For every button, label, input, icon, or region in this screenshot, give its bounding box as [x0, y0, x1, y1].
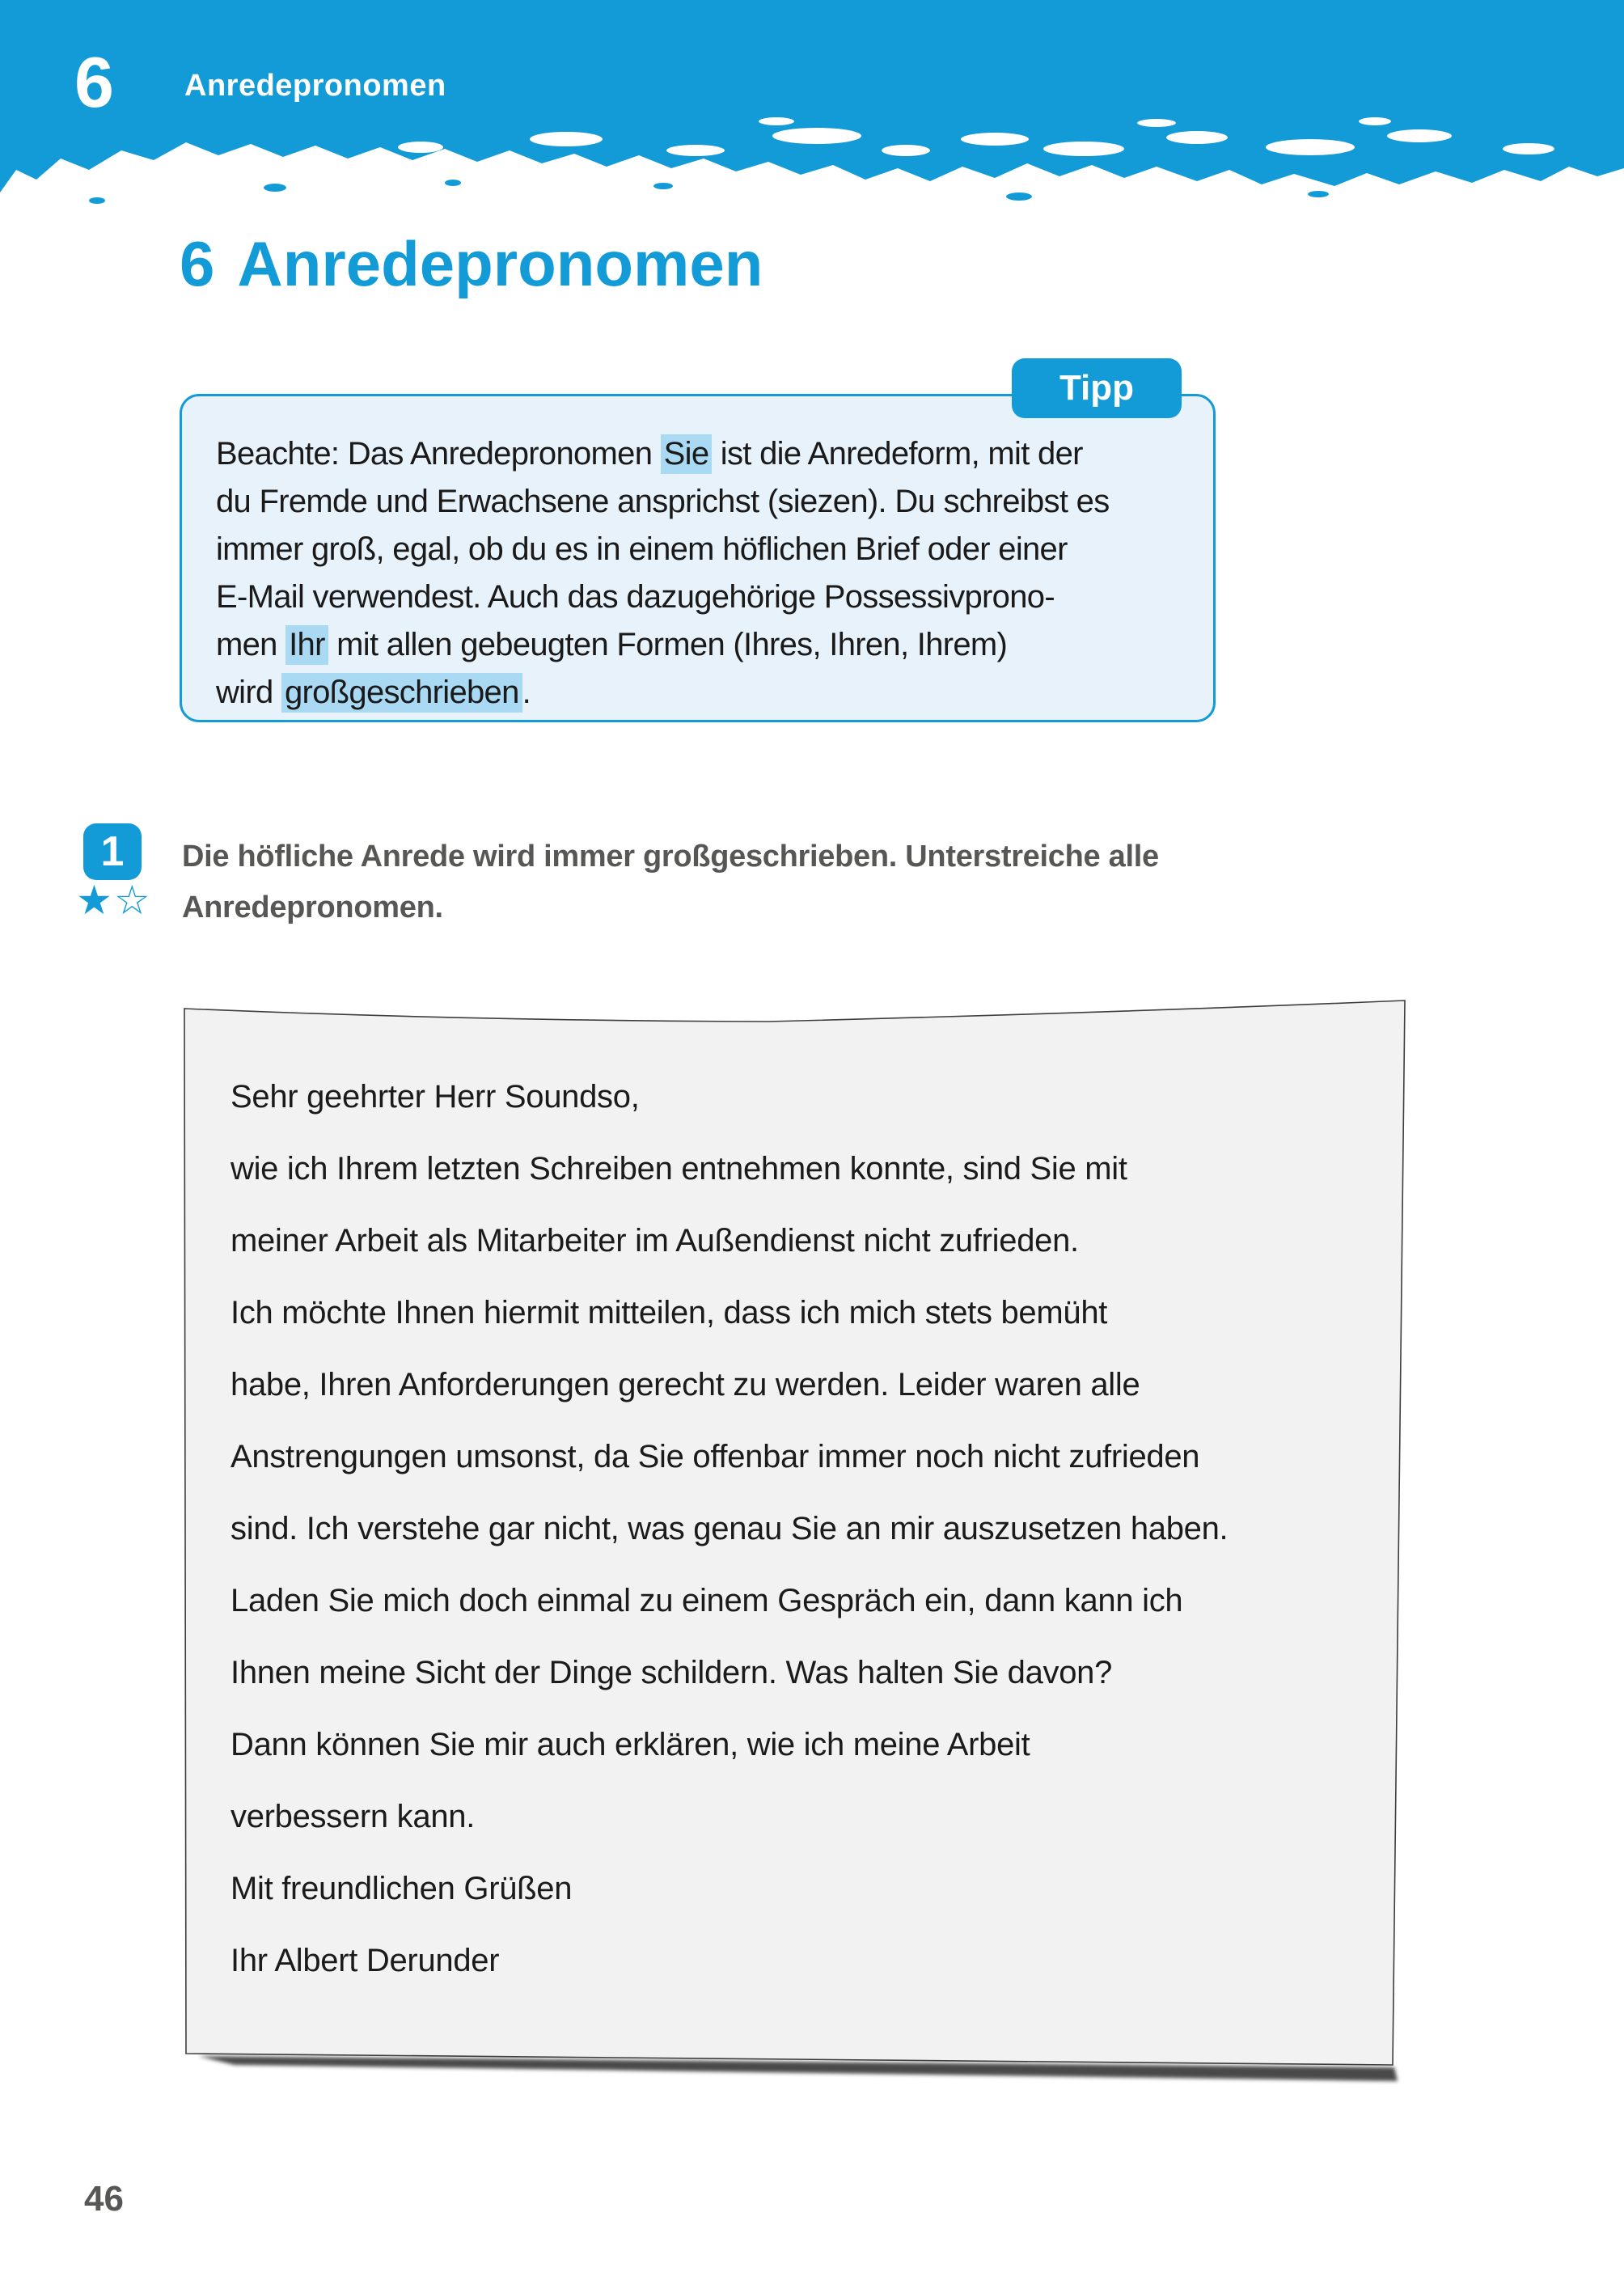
text-segment: ist die Anredeform, mit der	[712, 436, 1083, 472]
highlighted-word: großgeschrieben	[281, 673, 522, 713]
text-line: Ich möchte Ihnen hiermit mitteilen, dass ich mich stets bemüht	[230, 1295, 1108, 1331]
star-filled-icon: ★	[76, 878, 112, 923]
text-line: Laden Sie mich doch einmal zu einem Gespräch ein, dann kann ich	[230, 1583, 1183, 1618]
star-outline-icon: ☆	[113, 878, 150, 923]
exercise-number-badge: 1	[83, 823, 142, 880]
letter-text	[230, 1061, 1387, 1997]
chapter-header-band	[0, 0, 1624, 210]
text-segment: E-Mail verwendest. Auch das dazugehörige Possessivprono-	[216, 579, 1055, 615]
highlighted-word: Sie	[661, 434, 713, 474]
text-line: Ihr Albert Derunder	[230, 1943, 500, 1978]
text-line	[216, 621, 1197, 669]
text-line: habe, Ihren Anforderungen gerecht zu werden. Leider waren alle	[230, 1367, 1140, 1402]
text-line: sind. Ich verstehe gar nicht, was genau Sie an mir auszusetzen haben.	[230, 1511, 1229, 1546]
brush-band-graphic	[0, 0, 1624, 210]
text-segment: wird	[216, 675, 281, 710]
text-segment: mit allen gebeugten Formen (Ihres, Ihren, Ihrem)	[328, 627, 1008, 662]
tip-box	[180, 368, 1216, 722]
text-line: Mit freundlichen Grüßen	[230, 1871, 573, 1906]
text-segment: immer groß, egal, ob du es in einem höflichen Brief oder einer	[216, 531, 1068, 567]
text-line: wie ich Ihrem letzten Schreiben entnehmen konnte, sind Sie mit	[230, 1151, 1127, 1187]
text-line	[216, 669, 1197, 717]
tip-tab-label: Tipp	[1012, 358, 1182, 418]
page-number: 46	[84, 2179, 124, 2219]
text-line	[216, 478, 1197, 526]
text-segment: du Fremde und Erwachsene ansprichst (siezen). Du schreibst es	[216, 484, 1110, 519]
exercise-instruction	[182, 831, 1314, 933]
chapter-title: Anredepronomen	[184, 69, 446, 103]
text-line	[216, 573, 1197, 621]
text-line: Anstrengungen umsonst, da Sie offenbar immer noch nicht zufrieden	[230, 1439, 1200, 1474]
page-title	[180, 230, 763, 299]
page-title-text: Anredepronomen	[237, 228, 763, 299]
difficulty-stars	[76, 878, 150, 923]
text-line: Ihnen meine Sicht der Dinge schildern. Was halten Sie davon?	[230, 1655, 1113, 1690]
text-line: Dann können Sie mir auch erklären, wie ich meine Arbeit	[230, 1727, 1030, 1762]
text-line: verbessern kann.	[230, 1799, 476, 1834]
text-segment: men	[216, 627, 286, 662]
tip-text	[216, 430, 1197, 717]
text-line: Sehr geehrter Herr Soundso,	[230, 1079, 640, 1115]
text-line: meiner Arbeit als Mitarbeiter im Außendienst nicht zufrieden.	[230, 1223, 1079, 1259]
highlighted-word: Ihr	[285, 625, 328, 665]
page-title-number: 6	[180, 228, 215, 299]
text-line: Anredepronomen.	[182, 891, 443, 924]
text-segment: Beachte: Das Anredepronomen	[216, 436, 661, 472]
text-segment: .	[522, 675, 531, 710]
text-line	[216, 526, 1197, 573]
text-line	[216, 430, 1197, 478]
chapter-number: 6	[74, 42, 114, 122]
text-line: Die höfliche Anrede wird immer großgeschrieben. Unterstreiche alle	[182, 840, 1159, 874]
